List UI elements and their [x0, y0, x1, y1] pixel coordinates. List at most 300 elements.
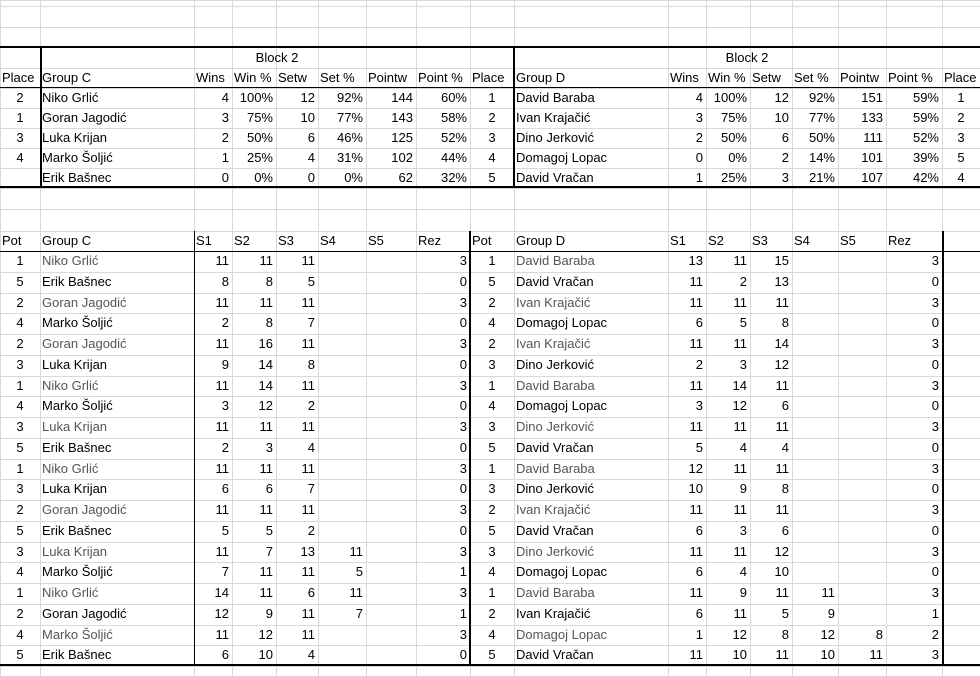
- score-cell[interactable]: 11: [775, 585, 789, 600]
- score-cell[interactable]: [318, 645, 366, 665]
- score-cell[interactable]: [366, 500, 416, 520]
- score-cell[interactable]: 2: [488, 606, 496, 621]
- score-cell[interactable]: 11: [301, 564, 315, 579]
- score-cell[interactable]: 6: [695, 606, 703, 621]
- player-name[interactable]: David Vračan: [516, 170, 594, 185]
- score-cell[interactable]: 13: [774, 274, 789, 289]
- player-name[interactable]: Niko Grlić: [42, 461, 99, 476]
- score-cell[interactable]: 3: [459, 378, 467, 393]
- score-cell[interactable]: [366, 376, 416, 396]
- score-cell[interactable]: 3: [459, 544, 467, 559]
- player-name[interactable]: David Vračan: [516, 523, 594, 538]
- score-cell[interactable]: [318, 334, 366, 354]
- score-cell[interactable]: 11: [733, 502, 747, 517]
- score-cell[interactable]: 3: [739, 357, 747, 372]
- column-header[interactable]: Pot: [2, 233, 22, 248]
- score-cell[interactable]: 13: [688, 253, 703, 268]
- score-cell[interactable]: [792, 562, 838, 582]
- stat-cell[interactable]: 2: [695, 130, 703, 145]
- score-cell[interactable]: 1: [488, 461, 496, 476]
- score-cell[interactable]: [838, 272, 886, 292]
- score-cell[interactable]: 12: [258, 627, 273, 642]
- column-header[interactable]: S1: [196, 233, 212, 248]
- score-cell[interactable]: 5: [695, 440, 703, 455]
- score-cell[interactable]: 3: [931, 502, 939, 517]
- score-cell[interactable]: 5: [16, 440, 24, 455]
- score-cell[interactable]: [318, 438, 366, 458]
- score-cell[interactable]: 4: [307, 440, 315, 455]
- score-cell[interactable]: [838, 376, 886, 396]
- stat-cell[interactable]: 42%: [912, 170, 939, 185]
- score-cell[interactable]: 10: [820, 647, 835, 662]
- score-cell[interactable]: [838, 313, 886, 333]
- stat-cell[interactable]: 75%: [246, 110, 273, 125]
- score-cell[interactable]: 3: [931, 253, 939, 268]
- score-cell[interactable]: 1: [695, 627, 703, 642]
- player-name[interactable]: Marko Šoljić: [42, 398, 113, 413]
- score-cell[interactable]: 1: [16, 378, 24, 393]
- score-cell[interactable]: 1: [16, 461, 24, 476]
- score-cell[interactable]: 3: [221, 398, 229, 413]
- score-cell[interactable]: 12: [820, 627, 835, 642]
- column-header[interactable]: Rez: [888, 233, 912, 248]
- column-header[interactable]: Setw: [278, 70, 307, 85]
- player-name[interactable]: Goran Jagodić: [42, 502, 127, 517]
- score-cell[interactable]: 12: [258, 398, 273, 413]
- score-cell[interactable]: 4: [488, 564, 496, 579]
- stat-cell[interactable]: 4: [488, 150, 496, 165]
- score-cell[interactable]: 7: [221, 564, 229, 579]
- score-cell[interactable]: [792, 417, 838, 437]
- score-cell[interactable]: 0: [459, 647, 467, 662]
- score-cell[interactable]: 3: [459, 419, 467, 434]
- score-cell[interactable]: 11: [689, 544, 703, 559]
- score-cell[interactable]: 11: [689, 585, 703, 600]
- score-cell[interactable]: 0: [931, 274, 939, 289]
- column-header[interactable]: Place: [944, 70, 977, 85]
- column-header[interactable]: Rez: [418, 233, 442, 248]
- score-cell[interactable]: 1: [931, 606, 939, 621]
- score-cell[interactable]: 14: [774, 336, 789, 351]
- score-cell[interactable]: 5: [355, 564, 363, 579]
- score-cell[interactable]: 3: [459, 502, 467, 517]
- stat-cell[interactable]: 92%: [808, 90, 835, 105]
- score-cell[interactable]: 11: [775, 647, 789, 662]
- score-cell[interactable]: 5: [16, 274, 24, 289]
- score-cell[interactable]: 12: [214, 606, 229, 621]
- score-cell[interactable]: [838, 521, 886, 541]
- score-cell[interactable]: 8: [307, 357, 315, 372]
- column-header[interactable]: Win %: [708, 70, 746, 85]
- score-cell[interactable]: 11: [301, 461, 315, 476]
- stat-cell[interactable]: 46%: [336, 130, 363, 145]
- column-header[interactable]: S1: [670, 233, 686, 248]
- stat-cell[interactable]: 1: [488, 90, 496, 105]
- score-cell[interactable]: 14: [258, 378, 273, 393]
- score-cell[interactable]: 3: [931, 419, 939, 434]
- score-cell[interactable]: 0: [459, 440, 467, 455]
- stat-cell[interactable]: 50%: [246, 130, 273, 145]
- score-cell[interactable]: 11: [689, 378, 703, 393]
- score-cell[interactable]: [318, 293, 366, 313]
- score-cell[interactable]: 11: [733, 544, 747, 559]
- score-cell[interactable]: 11: [689, 419, 703, 434]
- stat-cell[interactable]: 58%: [440, 110, 467, 125]
- score-cell[interactable]: 2: [307, 398, 315, 413]
- player-name[interactable]: Ivan Krajačić: [516, 295, 591, 310]
- score-cell[interactable]: [792, 313, 838, 333]
- score-cell[interactable]: 5: [307, 274, 315, 289]
- stat-cell[interactable]: 100%: [239, 90, 273, 105]
- player-name[interactable]: Erik Bašnec: [42, 170, 112, 185]
- column-header[interactable]: S3: [278, 233, 294, 248]
- score-cell[interactable]: 4: [739, 564, 747, 579]
- score-cell[interactable]: 6: [265, 481, 273, 496]
- score-cell[interactable]: 3: [931, 295, 939, 310]
- score-cell[interactable]: 2: [695, 357, 703, 372]
- stat-cell[interactable]: 3: [781, 170, 789, 185]
- score-cell[interactable]: [838, 500, 886, 520]
- score-cell[interactable]: 3: [459, 585, 467, 600]
- score-cell[interactable]: 12: [774, 357, 789, 372]
- score-cell[interactable]: 12: [732, 398, 747, 413]
- score-cell[interactable]: 0: [931, 315, 939, 330]
- score-cell[interactable]: 0: [931, 481, 939, 496]
- stat-cell[interactable]: 75%: [720, 110, 747, 125]
- column-header[interactable]: S5: [368, 233, 384, 248]
- score-cell[interactable]: 11: [775, 461, 789, 476]
- score-cell[interactable]: 2: [16, 336, 24, 351]
- block-title[interactable]: Block 2: [255, 50, 299, 65]
- column-header[interactable]: S3: [752, 233, 768, 248]
- score-cell[interactable]: [792, 542, 838, 562]
- stat-cell[interactable]: 107: [861, 170, 883, 185]
- score-cell[interactable]: 3: [931, 378, 939, 393]
- score-cell[interactable]: 11: [215, 253, 229, 268]
- score-cell[interactable]: [366, 542, 416, 562]
- stat-cell[interactable]: 4: [957, 170, 965, 185]
- score-cell[interactable]: 0: [931, 523, 939, 538]
- score-cell[interactable]: [838, 438, 886, 458]
- stat-cell[interactable]: 3: [221, 110, 229, 125]
- player-name[interactable]: Niko Grlić: [42, 585, 99, 600]
- score-cell[interactable]: 9: [739, 585, 747, 600]
- player-name[interactable]: Niko Grlić: [42, 90, 99, 105]
- score-cell[interactable]: 3: [931, 461, 939, 476]
- score-cell[interactable]: [792, 376, 838, 396]
- score-cell[interactable]: 4: [16, 564, 24, 579]
- score-cell[interactable]: 1: [488, 585, 496, 600]
- score-cell[interactable]: 11: [301, 253, 315, 268]
- score-cell[interactable]: 6: [781, 398, 789, 413]
- score-cell[interactable]: [318, 479, 366, 499]
- score-cell[interactable]: 11: [215, 419, 229, 434]
- score-cell[interactable]: 12: [774, 544, 789, 559]
- stat-cell[interactable]: 125: [391, 130, 413, 145]
- score-cell[interactable]: 9: [739, 481, 747, 496]
- stat-cell[interactable]: 5: [957, 150, 965, 165]
- column-header[interactable]: Group C: [42, 70, 92, 85]
- column-header[interactable]: Set %: [794, 70, 829, 85]
- stat-cell[interactable]: 59%: [912, 90, 939, 105]
- score-cell[interactable]: [366, 438, 416, 458]
- column-header[interactable]: Wins: [670, 70, 699, 85]
- column-header[interactable]: Group D: [516, 233, 566, 248]
- score-cell[interactable]: 2: [16, 606, 24, 621]
- score-cell[interactable]: 3: [16, 419, 24, 434]
- score-cell[interactable]: [792, 334, 838, 354]
- stat-cell[interactable]: 0%: [344, 170, 363, 185]
- score-cell[interactable]: [838, 293, 886, 313]
- score-cell[interactable]: 16: [258, 336, 273, 351]
- score-cell[interactable]: 11: [775, 378, 789, 393]
- player-name[interactable]: David Vračan: [516, 440, 594, 455]
- stat-cell[interactable]: 2: [957, 110, 965, 125]
- player-name[interactable]: Niko Grlić: [42, 253, 99, 268]
- stat-cell[interactable]: 133: [861, 110, 883, 125]
- score-cell[interactable]: 11: [301, 378, 315, 393]
- score-cell[interactable]: 11: [259, 461, 273, 476]
- stat-cell[interactable]: 32%: [440, 170, 467, 185]
- score-cell[interactable]: 11: [215, 461, 229, 476]
- player-name[interactable]: Domagoj Lopac: [516, 150, 608, 165]
- score-cell[interactable]: [318, 500, 366, 520]
- stat-cell[interactable]: 2: [781, 150, 789, 165]
- player-name[interactable]: Goran Jagodić: [42, 606, 127, 621]
- stat-cell[interactable]: 101: [861, 150, 883, 165]
- score-cell[interactable]: 7: [307, 315, 315, 330]
- score-cell[interactable]: 2: [488, 502, 496, 517]
- player-name[interactable]: David Baraba: [516, 585, 595, 600]
- score-cell[interactable]: 0: [459, 398, 467, 413]
- score-cell[interactable]: 11: [869, 647, 883, 662]
- score-cell[interactable]: 11: [215, 627, 229, 642]
- stat-cell[interactable]: 52%: [912, 130, 939, 145]
- score-cell[interactable]: 11: [259, 253, 273, 268]
- player-name[interactable]: David Baraba: [516, 253, 595, 268]
- score-cell[interactable]: 3: [459, 627, 467, 642]
- stat-cell[interactable]: 50%: [720, 130, 747, 145]
- player-name[interactable]: Luka Krijan: [42, 419, 108, 434]
- score-cell[interactable]: 14: [214, 585, 229, 600]
- stat-cell[interactable]: 12: [300, 90, 315, 105]
- score-cell[interactable]: 8: [875, 627, 883, 642]
- stat-cell[interactable]: 3: [16, 130, 24, 145]
- score-cell[interactable]: [838, 542, 886, 562]
- score-cell[interactable]: 11: [775, 419, 789, 434]
- score-cell[interactable]: 0: [459, 315, 467, 330]
- score-cell[interactable]: 6: [221, 481, 229, 496]
- score-cell[interactable]: 10: [258, 647, 273, 662]
- score-cell[interactable]: 8: [265, 315, 273, 330]
- score-cell[interactable]: 8: [781, 627, 789, 642]
- score-cell[interactable]: 0: [459, 274, 467, 289]
- score-cell[interactable]: [792, 438, 838, 458]
- score-cell[interactable]: 3: [931, 544, 939, 559]
- stat-cell[interactable]: 31%: [336, 150, 363, 165]
- score-cell[interactable]: 8: [781, 315, 789, 330]
- stat-cell[interactable]: 59%: [912, 110, 939, 125]
- block-title[interactable]: Block 2: [725, 50, 769, 65]
- player-name[interactable]: Ivan Krajačić: [516, 336, 591, 351]
- column-header[interactable]: S2: [234, 233, 250, 248]
- score-cell[interactable]: 0: [931, 357, 939, 372]
- score-cell[interactable]: 3: [739, 523, 747, 538]
- score-cell[interactable]: [366, 313, 416, 333]
- column-header[interactable]: Pointw: [368, 70, 408, 85]
- score-cell[interactable]: 10: [732, 647, 747, 662]
- score-cell[interactable]: [792, 251, 838, 271]
- score-cell[interactable]: [792, 272, 838, 292]
- column-header[interactable]: Wins: [196, 70, 225, 85]
- column-header[interactable]: Pot: [472, 233, 492, 248]
- score-cell[interactable]: [318, 272, 366, 292]
- score-cell[interactable]: 5: [265, 523, 273, 538]
- score-cell[interactable]: [792, 396, 838, 416]
- score-cell[interactable]: 11: [301, 419, 315, 434]
- score-cell[interactable]: 7: [265, 544, 273, 559]
- player-name[interactable]: Goran Jagodić: [42, 110, 127, 125]
- player-name[interactable]: Goran Jagodić: [42, 295, 127, 310]
- score-cell[interactable]: 4: [16, 315, 24, 330]
- stat-cell[interactable]: 3: [695, 110, 703, 125]
- score-cell[interactable]: [366, 355, 416, 375]
- stat-cell[interactable]: 3: [488, 130, 496, 145]
- player-name[interactable]: Erik Bašnec: [42, 274, 112, 289]
- player-name[interactable]: Dino Jerković: [516, 130, 595, 145]
- stat-cell[interactable]: 77%: [808, 110, 835, 125]
- column-header[interactable]: S5: [840, 233, 856, 248]
- player-name[interactable]: Marko Šoljić: [42, 627, 113, 642]
- stat-cell[interactable]: 77%: [336, 110, 363, 125]
- stat-cell[interactable]: 100%: [713, 90, 747, 105]
- score-cell[interactable]: [366, 272, 416, 292]
- player-name[interactable]: Domagoj Lopac: [516, 564, 608, 579]
- score-cell[interactable]: 11: [733, 295, 747, 310]
- score-cell[interactable]: 6: [695, 564, 703, 579]
- score-cell[interactable]: 4: [781, 440, 789, 455]
- score-cell[interactable]: 7: [355, 606, 363, 621]
- score-cell[interactable]: 6: [695, 315, 703, 330]
- score-cell[interactable]: 8: [781, 481, 789, 496]
- score-cell[interactable]: 11: [733, 336, 747, 351]
- score-cell[interactable]: [838, 355, 886, 375]
- score-cell[interactable]: 6: [781, 523, 789, 538]
- column-header[interactable]: Place: [472, 70, 505, 85]
- player-name[interactable]: Domagoj Lopac: [516, 627, 608, 642]
- stat-cell[interactable]: 4: [221, 90, 229, 105]
- player-name[interactable]: Dino Jerković: [516, 481, 595, 496]
- player-name[interactable]: Ivan Krajačić: [516, 110, 591, 125]
- score-cell[interactable]: [366, 293, 416, 313]
- score-cell[interactable]: [838, 334, 886, 354]
- stat-cell[interactable]: 10: [774, 110, 789, 125]
- player-name[interactable]: Luka Krijan: [42, 357, 108, 372]
- player-name[interactable]: David Baraba: [516, 378, 595, 393]
- player-name[interactable]: David Baraba: [516, 90, 595, 105]
- stat-cell[interactable]: 151: [861, 90, 883, 105]
- column-header[interactable]: Setw: [752, 70, 781, 85]
- stat-cell[interactable]: 14%: [808, 150, 835, 165]
- score-cell[interactable]: 11: [733, 253, 747, 268]
- score-cell[interactable]: 4: [488, 398, 496, 413]
- column-header[interactable]: S4: [320, 233, 336, 248]
- player-name[interactable]: David Vračan: [516, 647, 594, 662]
- score-cell[interactable]: 11: [259, 295, 273, 310]
- stat-cell[interactable]: 25%: [246, 150, 273, 165]
- player-name[interactable]: David Vračan: [516, 274, 594, 289]
- player-name[interactable]: Erik Bašnec: [42, 523, 112, 538]
- stat-cell[interactable]: 21%: [808, 170, 835, 185]
- score-cell[interactable]: 2: [221, 440, 229, 455]
- stat-cell[interactable]: 3: [957, 130, 965, 145]
- score-cell[interactable]: 11: [215, 544, 229, 559]
- column-header[interactable]: Place: [2, 70, 35, 85]
- score-cell[interactable]: 11: [301, 606, 315, 621]
- score-cell[interactable]: [366, 251, 416, 271]
- player-name[interactable]: Marko Šoljić: [42, 315, 113, 330]
- score-cell[interactable]: 3: [459, 461, 467, 476]
- score-cell[interactable]: [792, 500, 838, 520]
- score-cell[interactable]: 3: [265, 440, 273, 455]
- score-cell[interactable]: 3: [16, 481, 24, 496]
- player-name[interactable]: Luka Krijan: [42, 130, 108, 145]
- score-cell[interactable]: 11: [215, 295, 229, 310]
- score-cell[interactable]: [792, 479, 838, 499]
- player-name[interactable]: Marko Šoljić: [42, 150, 113, 165]
- score-cell[interactable]: 3: [931, 585, 939, 600]
- score-cell[interactable]: 5: [781, 606, 789, 621]
- player-name[interactable]: Marko Šoljić: [42, 564, 113, 579]
- player-name[interactable]: Goran Jagodić: [42, 336, 127, 351]
- score-cell[interactable]: 12: [688, 461, 703, 476]
- score-cell[interactable]: 11: [733, 461, 747, 476]
- stat-cell[interactable]: 111: [863, 130, 883, 145]
- column-header[interactable]: S4: [794, 233, 810, 248]
- score-cell[interactable]: 11: [215, 336, 229, 351]
- score-cell[interactable]: 9: [265, 606, 273, 621]
- column-header[interactable]: Point %: [418, 70, 463, 85]
- stat-cell[interactable]: 0: [307, 170, 315, 185]
- score-cell[interactable]: 3: [931, 647, 939, 662]
- score-cell[interactable]: 11: [689, 295, 703, 310]
- score-cell[interactable]: 1: [459, 564, 467, 579]
- score-cell[interactable]: 6: [221, 647, 229, 662]
- stat-cell[interactable]: 1: [221, 150, 229, 165]
- score-cell[interactable]: 3: [488, 481, 496, 496]
- column-header[interactable]: Group D: [516, 70, 566, 85]
- column-header[interactable]: Win %: [234, 70, 272, 85]
- score-cell[interactable]: 4: [307, 647, 315, 662]
- score-cell[interactable]: 1: [488, 378, 496, 393]
- score-cell[interactable]: 11: [775, 295, 789, 310]
- player-name[interactable]: Domagoj Lopac: [516, 315, 608, 330]
- score-cell[interactable]: 3: [459, 253, 467, 268]
- score-cell[interactable]: [318, 521, 366, 541]
- score-cell[interactable]: 6: [307, 585, 315, 600]
- stat-cell[interactable]: 62: [398, 170, 413, 185]
- score-cell[interactable]: 5: [488, 274, 496, 289]
- stat-cell[interactable]: 1: [695, 170, 703, 185]
- column-header[interactable]: Group C: [42, 233, 92, 248]
- player-name[interactable]: David Baraba: [516, 461, 595, 476]
- stat-cell[interactable]: 2: [488, 110, 496, 125]
- score-cell[interactable]: [318, 251, 366, 271]
- stat-cell[interactable]: 1: [957, 90, 965, 105]
- score-cell[interactable]: 14: [732, 378, 747, 393]
- player-name[interactable]: Niko Grlić: [42, 378, 99, 393]
- score-cell[interactable]: 11: [775, 502, 789, 517]
